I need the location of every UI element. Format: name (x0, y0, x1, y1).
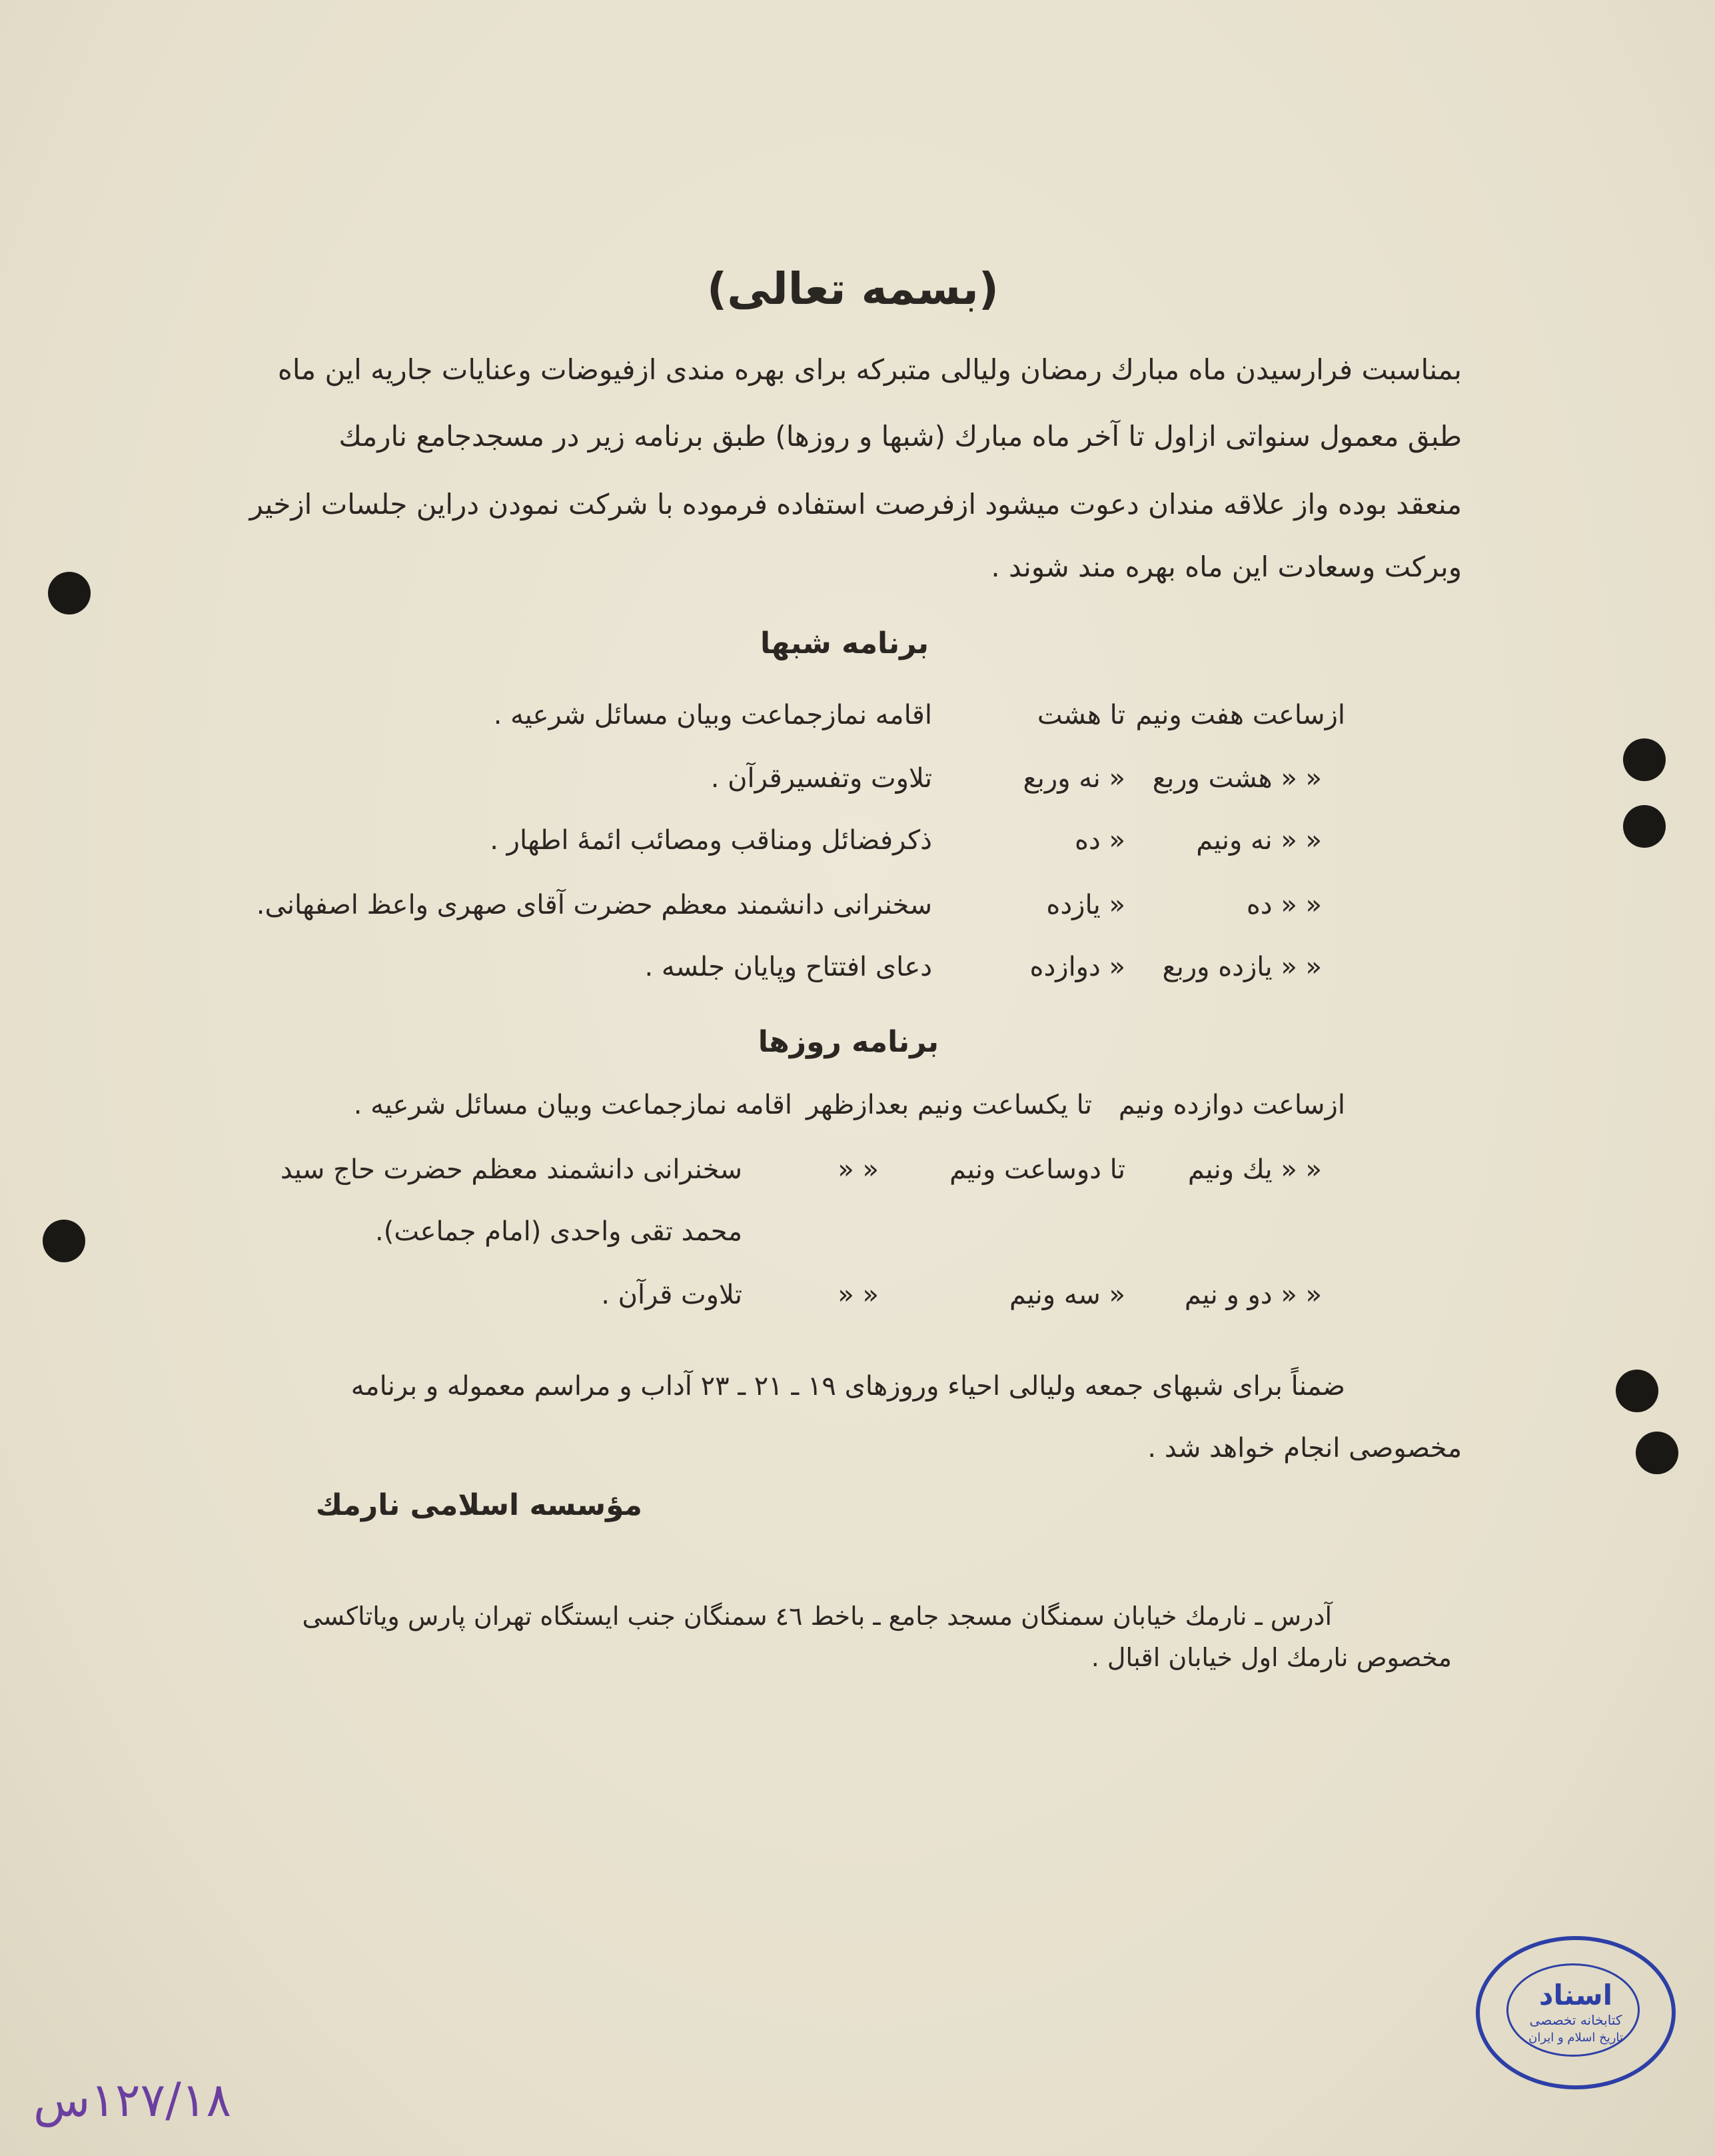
stamp-line-1: کتابخانه تخصصی (1529, 2012, 1622, 2028)
ditto-mark: « « (838, 1154, 879, 1185)
time-to: « نه وربع (1023, 763, 1125, 794)
days-row (0, 1154, 1715, 1194)
activity: اقامه نمازجماعت وبیان مسائل شرعیه . (353, 1090, 792, 1120)
shelf-mark: ۱۲۷/۱۸س (33, 2073, 232, 2127)
intro-line-1: بمناسبت فرارسیدن ماه مبارك رمضان ولیالی متبرکه برای بهره مندی ازفیوضات وعنایات جاریه این ماه (277, 353, 1462, 386)
nights-row (0, 763, 1715, 803)
time-from: « « دو و نیم (1184, 1280, 1322, 1310)
time-from: « « نه ونیم (1196, 825, 1322, 856)
time-from: « « یك ونیم (1187, 1154, 1322, 1185)
punch-hole (48, 572, 91, 614)
intro-line-3: منعقد بوده واز علاقه مندان دعوت میشود ازفرصت استفاده فرموده با شرکت نمودن دراین جلسات ازخیر (249, 488, 1462, 521)
time-to: « سه ونیم (1009, 1280, 1125, 1310)
punch-hole (1636, 1432, 1678, 1474)
days-row (0, 1280, 1715, 1320)
activity: محمد تقی واحدی (امام جماعت). (375, 1216, 742, 1247)
nights-heading: برنامه شبها (760, 626, 929, 660)
ditto-mark: « « (838, 1280, 879, 1310)
time-to: تا یکساعت ونیم بعدازظهر (806, 1090, 1092, 1120)
nights-row (0, 700, 1715, 740)
signature: مؤسسه اسلامی نارمك (315, 1488, 642, 1522)
nights-row (0, 825, 1715, 865)
time-from: « « هشت وربع (1152, 763, 1322, 794)
days-row (0, 1090, 1715, 1130)
time-from: ازساعت هفت ونیم (1135, 700, 1345, 730)
activity: سخنرانی دانشمند معظم حضرت حاج سید (280, 1154, 742, 1185)
punch-hole (1616, 1370, 1658, 1412)
archive-stamp (1476, 1936, 1676, 2089)
activity: دعای افتتاح وپایان جلسه . (644, 952, 932, 982)
stamp-main-text: اسناد (1538, 1979, 1613, 2011)
time-from: « « ده (1246, 890, 1322, 920)
address-line-1: آدرس ـ نارمك خیابان سمنگان مسجد جامع ـ باخط ٤٦ سمنگان جنب ایستگاه تهران پارس ویاتاکسی (302, 1602, 1332, 1631)
nights-row (0, 952, 1715, 992)
activity: تلاوت قرآن . (601, 1280, 742, 1310)
note-line-1: ضمناً برای شبهای جمعه ولیالی احیاء وروزهای ۱۹ ـ ۲۱ ـ ۲۳ آداب و مراسم معموله و برنامه (350, 1371, 1345, 1402)
activity: سخنرانی دانشمند معظم حضرت آقای صهری واعظ اصفهانی. (256, 890, 932, 920)
activity: ذکرفضائل ومناقب ومصائب ائمهٔ اطهار . (490, 825, 932, 856)
nights-row (0, 890, 1715, 930)
days-row (0, 1216, 1715, 1256)
time-from: ازساعت دوازده ونیم (1118, 1090, 1345, 1120)
activity: تلاوت وتفسیرقرآن . (710, 763, 932, 794)
time-from: « « یازده وربع (1162, 952, 1322, 982)
intro-line-2: طبق معمول سنواتی ازاول تا آخر ماه مبارك (شبها و روزها) طبق برنامه زیر در مسجدجامع نارمك (338, 420, 1462, 453)
time-to: « ده (1075, 825, 1125, 856)
intro-line-4: وبرکت وسعادت این ماه بهره مند شوند . (991, 550, 1462, 583)
time-to: تا دوساعت ونیم (949, 1154, 1125, 1185)
time-to: « یازده (1046, 890, 1125, 920)
stamp-line-2: تاریخ اسلام و ایران (1528, 2031, 1623, 2045)
note-line-2: مخصوصی انجام خواهد شد . (1147, 1433, 1462, 1464)
time-to: تا هشت (1037, 700, 1125, 730)
days-heading: برنامه روزها (758, 1025, 939, 1059)
activity: اقامه نمازجماعت وبیان مسائل شرعیه . (493, 700, 932, 730)
time-to: « دوازده (1029, 952, 1125, 982)
document-title: (بسمه تعالی) (707, 263, 999, 315)
address-line-2: مخصوص نارمك اول خیابان اقبال . (1091, 1643, 1452, 1672)
